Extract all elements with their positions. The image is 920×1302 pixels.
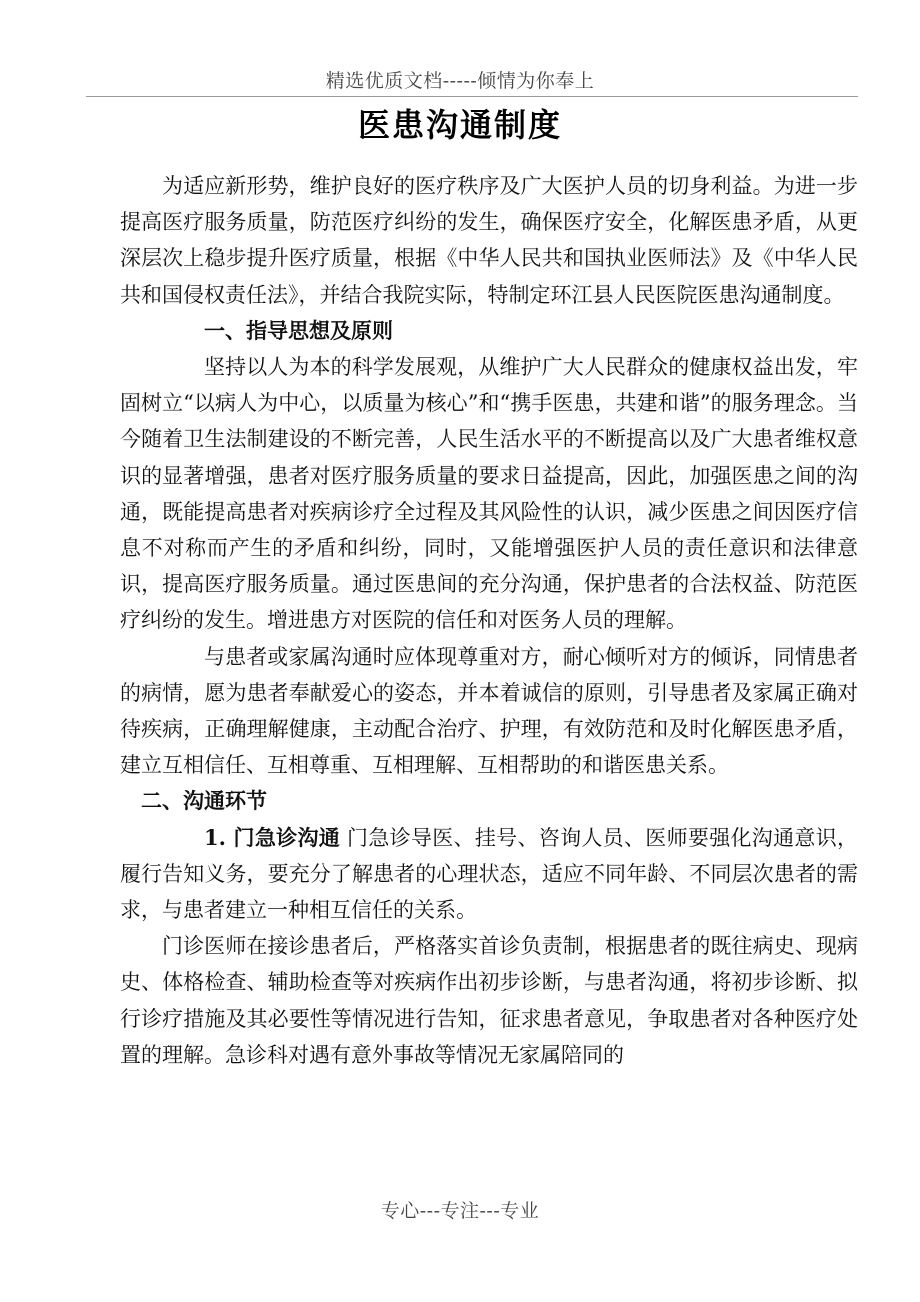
header-divider	[86, 96, 858, 97]
intro-paragraph: 为适应新形势，维护良好的医疗秩序及广大医护人员的切身利益。为进一步提高医疗服务质量，防范医疗纠纷的发生，确保医疗安全，化解医患矛盾，从更深层次上稳步提升医疗质量，根据《中华人民共和国执业医师法》及《中华人民共和国侵权责任法》，并结合我院实际，特制定环江县人民医院医患沟通制度。	[120, 174, 858, 307]
document-body	[120, 168, 858, 1073]
section-1-heading: 一、指导思想及原则	[204, 317, 393, 343]
section-2-heading: 二、沟通环节	[141, 788, 267, 814]
section-1-paragraph-2: 与患者或家属沟通时应体现尊重对方，耐心倾听对方的倾诉，同情患者的病情，愿为患者奉献爱心的姿态，并本着诚信的原则，引导患者及家属正确对待疾病，正确理解健康，主动配合治疗、护理，有效防范和及时化解医患矛盾，建立互相信任、互相尊重、互相理解、互相帮助的和谐医患关系。	[120, 644, 858, 778]
section-2-clinic-paragraph: 门诊医师在接诊患者后，严格落实首诊负责制，根据患者的既往病史、现病史、体格检查、辅助检查等对疾病作出初步诊断，与患者沟通，将初步诊断、拟行诊疗措施及其必要性等情况进行告知，征求患者意见，争取患者对各种医疗处置的理解。急诊科对遇有意外事故等情况无家属陪同的	[120, 934, 858, 1067]
item-1-text: 门急诊导医、挂号、咨询人员、医师要强化沟通意识，履行告知义务，要充分了解患者的心理状态，适应不同年龄、不同层次患者的需求，与患者建立一种相互信任的关系。	[120, 825, 859, 923]
section-1-paragraph-1: 坚持以人为本的科学发展观，从维护广大人民群众的健康权益出发，牢固树立“以病人为中心，以质量为核心”和“携手医患，共建和谐”的服务理念。当今随着卫生法制建设的不断完善，人民生活水平的不断提高以及广大患者维权意识的显著增强，患者对医疗服务质量的要求日益提高，因此，加强医患之间的沟通，既能提高患者对疾病诊疗全过程及其风险性的认识，减少医患之间因医疗信息不对称而产生的矛盾和纠纷，同时，又能增强医护人员的责任意识和法律意识，提高医疗服务质量。通过医患间的充分沟通，保护患者的合法权益、防范医疗纠纷的发生。增进患方对医院的信任和对医务人员的理解。	[120, 355, 858, 633]
page-footer: 专心---专注---专业	[380, 1200, 540, 1222]
item-1-label: 1. 门急诊沟通	[204, 824, 341, 850]
page-header: 精选优质文档-----倾情为你奉上	[325, 70, 595, 92]
document-title: 医患沟通制度	[357, 106, 562, 144]
section-2-item-1	[120, 820, 858, 929]
